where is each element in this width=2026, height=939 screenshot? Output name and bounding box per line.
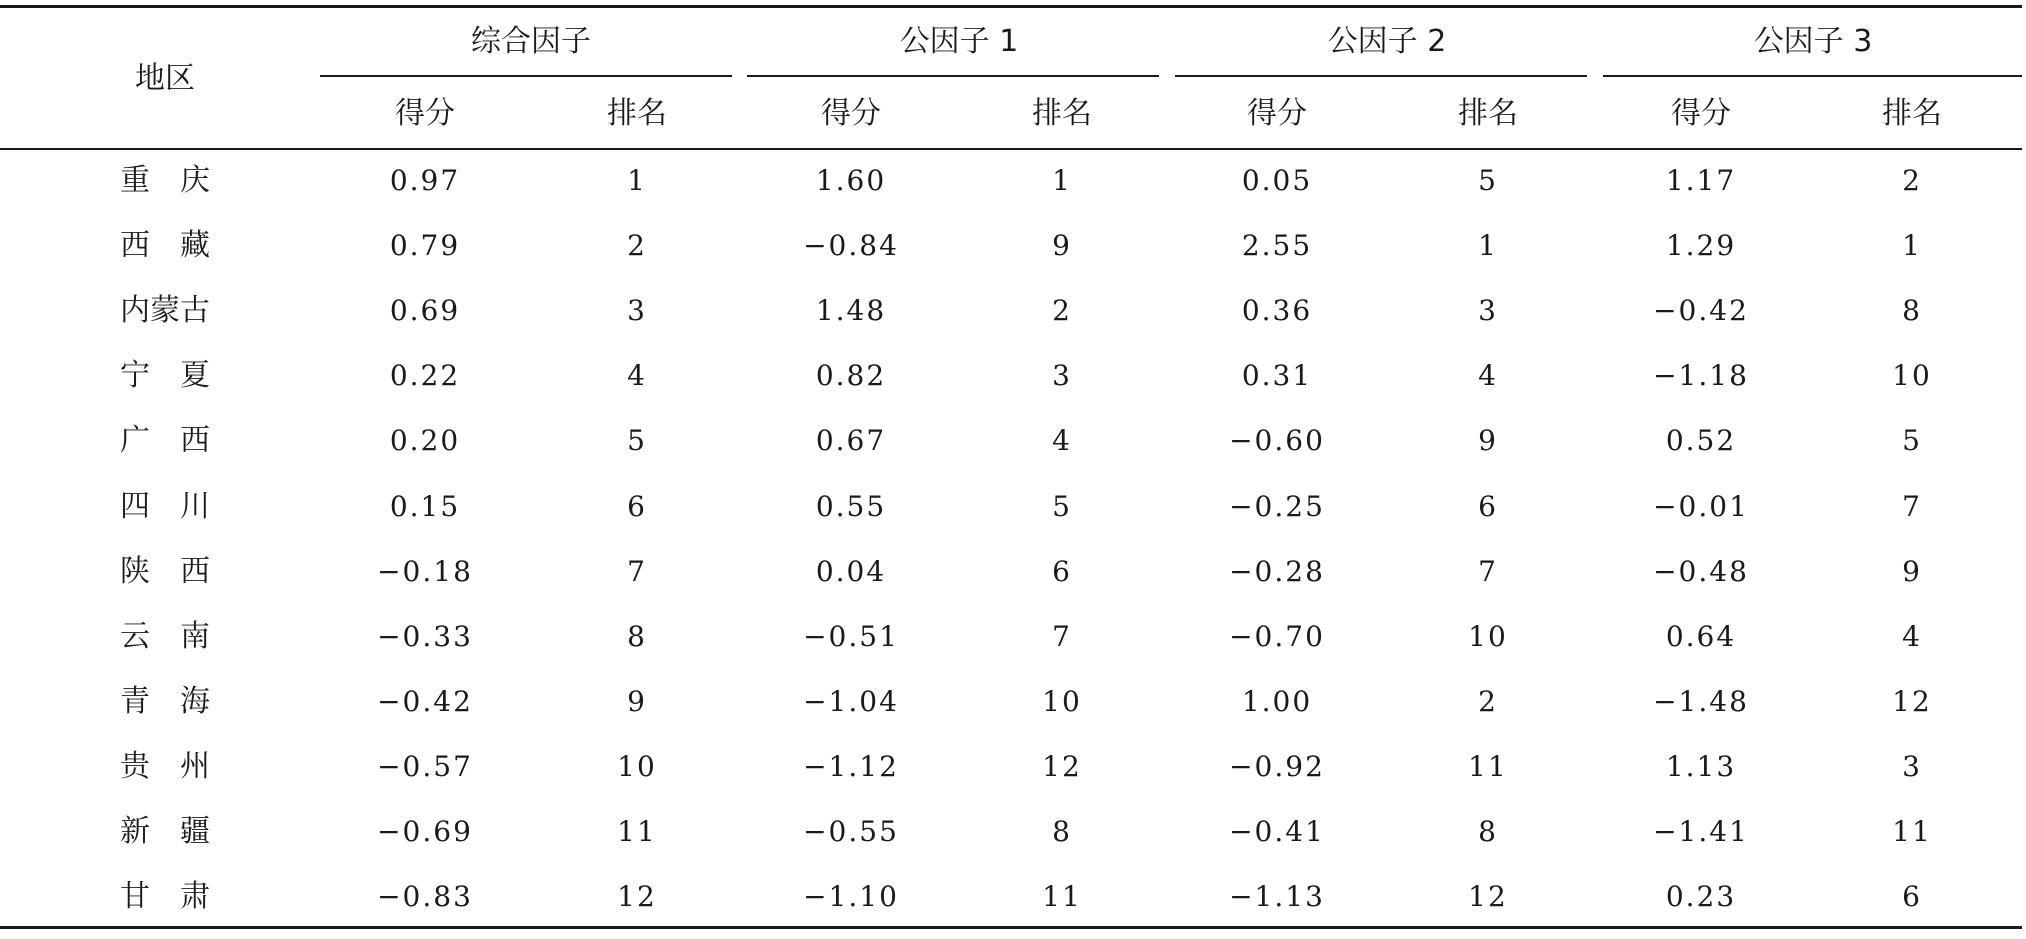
cell-factor1-score: 0.55 bbox=[815, 489, 887, 523]
row-region: 四 川 bbox=[120, 488, 210, 524]
cell-composite-score: 0.20 bbox=[389, 424, 461, 458]
header-group-factor2: 公因子 2 bbox=[1327, 24, 1447, 59]
header-group-composite: 综合因子 bbox=[471, 24, 591, 59]
cell-composite-rank: 7 bbox=[627, 554, 647, 588]
group-rule-factor1 bbox=[747, 75, 1159, 77]
cell-factor3-score: −1.41 bbox=[1653, 815, 1749, 848]
cell-factor1-score: −1.04 bbox=[803, 684, 899, 718]
header-rank: 排名 bbox=[1032, 96, 1092, 131]
cell-factor1-score: −0.51 bbox=[803, 619, 899, 653]
cell-factor2-score: 0.36 bbox=[1241, 294, 1313, 328]
cell-factor3-rank: 9 bbox=[1902, 554, 1922, 588]
cell-factor3-score: −0.42 bbox=[1653, 294, 1749, 328]
cell-composite-rank: 11 bbox=[617, 815, 657, 848]
cell-factor1-rank: 5 bbox=[1052, 489, 1072, 523]
cell-composite-rank: 12 bbox=[617, 880, 657, 914]
cell-composite-score: 0.97 bbox=[389, 164, 461, 197]
header-score: 得分 bbox=[395, 96, 455, 131]
header-rank: 排名 bbox=[1882, 96, 1942, 131]
cell-factor2-rank: 12 bbox=[1468, 880, 1508, 914]
table-top-rule bbox=[0, 5, 2022, 8]
cell-composite-rank: 1 bbox=[627, 164, 647, 197]
cell-factor1-rank: 2 bbox=[1052, 294, 1072, 328]
cell-factor2-score: −0.70 bbox=[1229, 619, 1325, 653]
cell-factor1-score: 1.48 bbox=[815, 294, 887, 328]
cell-factor3-rank: 1 bbox=[1902, 229, 1922, 263]
cell-factor3-rank: 11 bbox=[1892, 815, 1932, 848]
table-bottom-rule bbox=[0, 926, 2022, 929]
cell-factor1-score: 0.82 bbox=[815, 359, 887, 393]
cell-composite-score: 0.22 bbox=[389, 359, 461, 393]
cell-composite-rank: 6 bbox=[627, 489, 647, 523]
cell-composite-score: −0.69 bbox=[377, 815, 473, 848]
row-region: 甘 肃 bbox=[120, 879, 210, 915]
cell-composite-rank: 3 bbox=[627, 294, 647, 328]
cell-factor2-rank: 7 bbox=[1478, 554, 1498, 588]
cell-factor3-score: 1.17 bbox=[1665, 164, 1737, 197]
cell-factor1-score: −1.12 bbox=[803, 749, 899, 783]
cell-factor1-rank: 10 bbox=[1042, 684, 1082, 718]
cell-composite-score: 0.69 bbox=[389, 294, 461, 328]
row-region: 重 庆 bbox=[120, 163, 210, 198]
cell-factor2-score: −0.28 bbox=[1229, 554, 1325, 588]
cell-composite-score: 0.15 bbox=[389, 489, 461, 523]
cell-factor2-rank: 8 bbox=[1478, 815, 1498, 848]
cell-factor3-score: −1.18 bbox=[1653, 359, 1749, 393]
cell-factor2-score: −0.60 bbox=[1229, 424, 1325, 458]
cell-factor2-score: 0.05 bbox=[1241, 164, 1313, 197]
header-region: 地区 bbox=[135, 61, 195, 96]
group-rule-factor3 bbox=[1603, 75, 2022, 77]
cell-factor3-rank: 7 bbox=[1902, 489, 1922, 523]
cell-composite-rank: 2 bbox=[627, 229, 647, 263]
cell-factor2-rank: 9 bbox=[1478, 424, 1498, 458]
row-region: 贵 州 bbox=[120, 748, 210, 784]
cell-factor1-rank: 11 bbox=[1042, 880, 1082, 914]
row-region: 西 藏 bbox=[120, 228, 210, 264]
cell-factor3-score: 0.64 bbox=[1665, 619, 1737, 653]
cell-factor3-rank: 4 bbox=[1902, 619, 1922, 653]
cell-factor2-score: −0.41 bbox=[1229, 815, 1325, 848]
row-region: 新 疆 bbox=[120, 814, 210, 849]
header-rank: 排名 bbox=[1458, 96, 1518, 131]
cell-factor3-rank: 10 bbox=[1892, 359, 1932, 393]
cell-factor3-score: −0.01 bbox=[1653, 489, 1749, 523]
cell-composite-score: −0.57 bbox=[377, 749, 473, 783]
header-group-factor1: 公因子 1 bbox=[899, 24, 1019, 59]
cell-composite-rank: 10 bbox=[617, 749, 657, 783]
cell-factor1-rank: 12 bbox=[1042, 749, 1082, 783]
header-score: 得分 bbox=[1671, 96, 1731, 131]
cell-composite-score: −0.42 bbox=[377, 684, 473, 718]
cell-factor3-score: 1.29 bbox=[1665, 229, 1737, 263]
cell-factor2-score: 2.55 bbox=[1241, 229, 1313, 263]
cell-factor2-rank: 5 bbox=[1478, 164, 1498, 197]
cell-factor3-score: 0.23 bbox=[1665, 880, 1737, 914]
cell-factor3-score: 0.52 bbox=[1665, 424, 1737, 458]
table-header-rule bbox=[0, 148, 2022, 150]
row-region: 宁 夏 bbox=[120, 358, 210, 394]
cell-factor2-score: 0.31 bbox=[1241, 359, 1313, 393]
cell-factor2-score: −0.92 bbox=[1229, 749, 1325, 783]
cell-composite-rank: 4 bbox=[627, 359, 647, 393]
cell-factor1-score: −0.84 bbox=[803, 229, 899, 263]
cell-composite-score: −0.18 bbox=[377, 554, 473, 588]
cell-factor2-score: −0.25 bbox=[1229, 489, 1325, 523]
cell-factor2-rank: 4 bbox=[1478, 359, 1498, 393]
cell-factor3-rank: 8 bbox=[1902, 294, 1922, 328]
cell-composite-rank: 9 bbox=[627, 684, 647, 718]
row-region: 青 海 bbox=[120, 683, 210, 719]
cell-factor2-score: −1.13 bbox=[1229, 880, 1325, 914]
header-score: 得分 bbox=[1247, 96, 1307, 131]
row-region: 广 西 bbox=[120, 423, 210, 459]
cell-factor2-score: 1.00 bbox=[1241, 684, 1313, 718]
cell-composite-score: 0.79 bbox=[389, 229, 461, 263]
cell-factor1-rank: 6 bbox=[1052, 554, 1072, 588]
cell-factor3-score: −0.48 bbox=[1653, 554, 1749, 588]
cell-factor2-rank: 6 bbox=[1478, 489, 1498, 523]
cell-factor2-rank: 1 bbox=[1478, 229, 1498, 263]
cell-factor1-rank: 7 bbox=[1052, 619, 1072, 653]
cell-factor2-rank: 2 bbox=[1478, 684, 1498, 718]
cell-factor1-rank: 4 bbox=[1052, 424, 1072, 458]
cell-factor1-rank: 8 bbox=[1052, 815, 1072, 848]
header-group-factor3: 公因子 3 bbox=[1753, 24, 1873, 59]
row-region: 内蒙古 bbox=[120, 293, 210, 329]
cell-factor3-rank: 6 bbox=[1902, 880, 1922, 914]
cell-factor1-score: 0.04 bbox=[815, 554, 887, 588]
cell-factor1-rank: 1 bbox=[1052, 164, 1072, 197]
cell-factor1-score: 1.60 bbox=[815, 164, 887, 197]
cell-factor1-rank: 9 bbox=[1052, 229, 1072, 263]
cell-factor2-rank: 10 bbox=[1468, 619, 1508, 653]
cell-factor2-rank: 11 bbox=[1468, 749, 1508, 783]
cell-factor3-score: −1.48 bbox=[1653, 684, 1749, 718]
cell-factor3-rank: 12 bbox=[1892, 684, 1932, 718]
header-score: 得分 bbox=[821, 96, 881, 131]
cell-factor3-rank: 2 bbox=[1902, 164, 1922, 197]
cell-factor1-score: 0.67 bbox=[815, 424, 887, 458]
cell-composite-rank: 5 bbox=[627, 424, 647, 458]
cell-factor3-score: 1.13 bbox=[1665, 749, 1737, 783]
group-rule-factor2 bbox=[1175, 75, 1587, 77]
cell-factor1-score: −0.55 bbox=[803, 815, 899, 848]
cell-factor1-rank: 3 bbox=[1052, 359, 1072, 393]
header-rank: 排名 bbox=[607, 96, 667, 131]
cell-composite-score: −0.33 bbox=[377, 619, 473, 653]
cell-composite-score: −0.83 bbox=[377, 880, 473, 914]
group-rule-composite bbox=[320, 75, 732, 77]
cell-composite-rank: 8 bbox=[627, 619, 647, 653]
cell-factor3-rank: 3 bbox=[1902, 749, 1922, 783]
cell-factor2-rank: 3 bbox=[1478, 294, 1498, 328]
row-region: 陕 西 bbox=[120, 553, 210, 589]
row-region: 云 南 bbox=[120, 618, 210, 654]
cell-factor3-rank: 5 bbox=[1902, 424, 1922, 458]
cell-factor1-score: −1.10 bbox=[803, 880, 899, 914]
